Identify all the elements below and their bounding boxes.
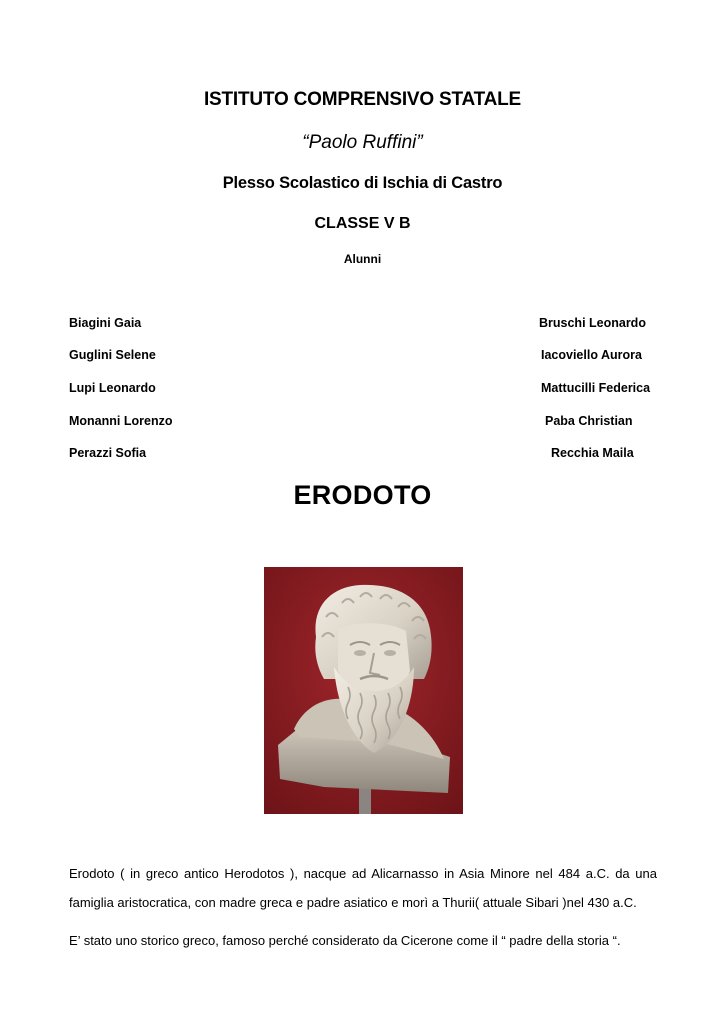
student-name: Recchia Maila: [551, 446, 634, 460]
herodotus-bust-image: [264, 567, 463, 814]
school-name: ISTITUTO COMPRENSIVO STATALE: [203, 89, 522, 110]
paragraph-intro: [69, 859, 657, 917]
student-name: Biagini Gaia: [69, 316, 142, 330]
page-title: ERODOTO: [293, 480, 432, 510]
student-name: Guglini Selene: [69, 348, 156, 362]
student-name: Mattucilli Federica: [541, 381, 651, 395]
student-name: Perazzi Sofia: [69, 446, 147, 460]
paragraph-line: Erodoto ( in greco antico Herodotos ), nacque ad Alicarnasso in Asia Minore nel 484 a.C. da una: [69, 866, 657, 881]
paragraph-line: famiglia aristocratica, con madre greca e padre asiatico e morì a Thurii( attuale Sibari )nel 430 a.C.: [69, 895, 637, 910]
student-name: Paba Christian: [545, 414, 633, 428]
paragraph-description: E’ stato uno storico greco, famoso perché considerato da Cicerone come il “ padre della storia “.: [69, 933, 621, 948]
plesso-title: Plesso Scolastico di Ischia di Castro: [222, 174, 503, 192]
student-name: Monanni Lorenzo: [69, 414, 173, 428]
school-dedication: “Paolo Ruffini”: [302, 132, 423, 153]
students-label: Alunni: [343, 252, 382, 266]
class-label: CLASSE V B: [314, 215, 411, 232]
student-name: Lupi Leonardo: [69, 381, 156, 395]
student-name: Bruschi Leonardo: [539, 316, 646, 330]
student-name: Iacoviello Aurora: [541, 348, 642, 362]
